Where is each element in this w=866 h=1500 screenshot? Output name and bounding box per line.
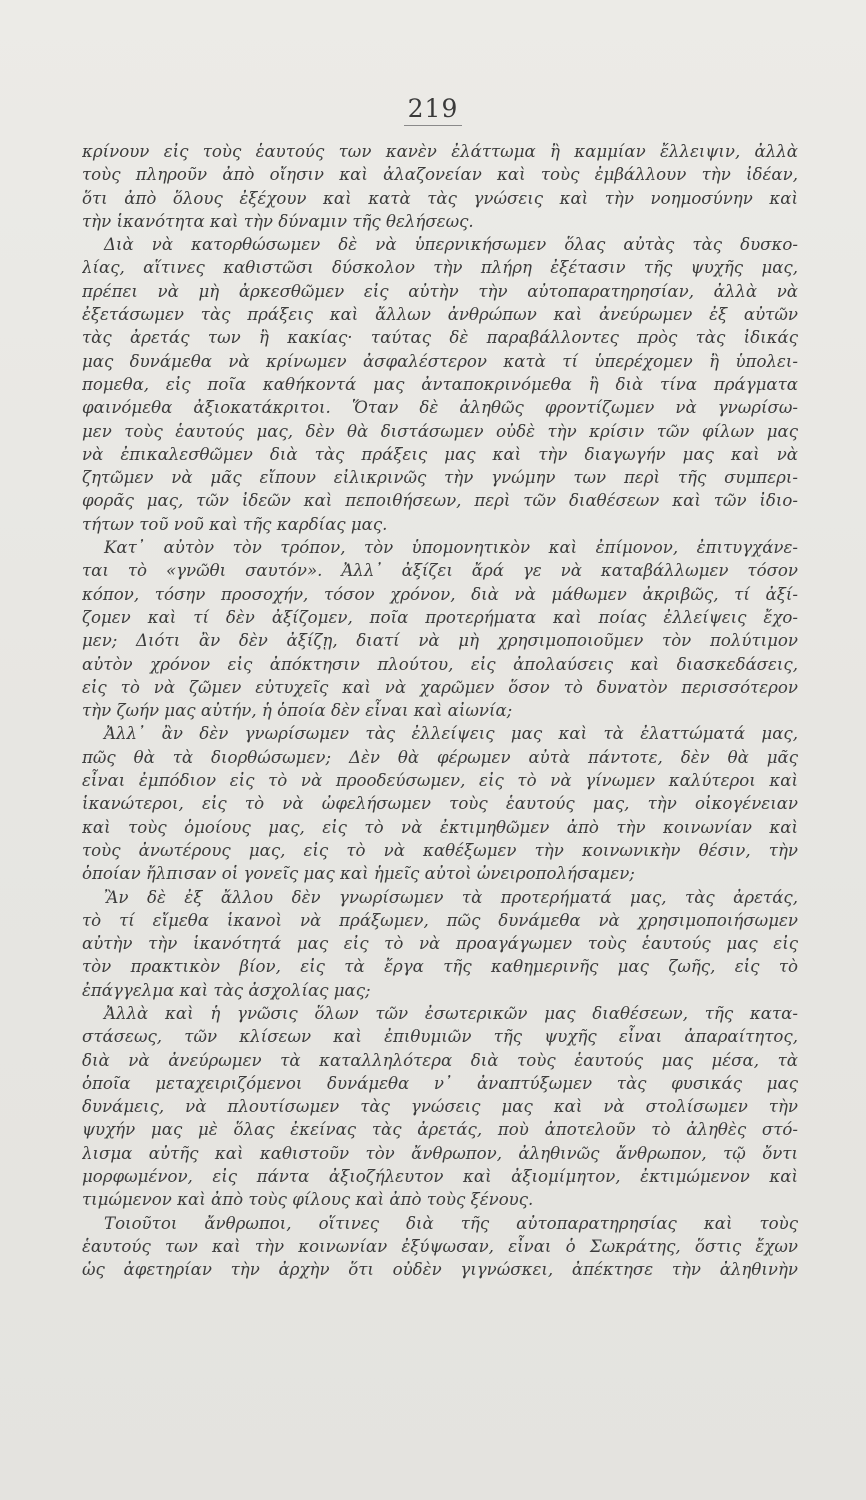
text-line: ἐξετάσωμεν τὰς πράξεις καὶ ἄλλων ἀνθρώπων καὶ ἀνεύρωμεν ἐξ αὐτῶν: [82, 305, 798, 325]
text-line: μεν; Διότι ἂν δὲν ἀξίζῃ, διατί νὰ μὴ χρησιμοποιοῦμεν τὸν πολύτιμον: [82, 631, 798, 651]
text-line: Ἀλλ᾽ ἂν δὲν γνωρίσωμεν τὰς ἐλλείψεις μας καὶ τὰ ἐλαττώματά μας,: [104, 724, 798, 744]
text-line: λίας, αἵτινες καθιστῶσι δύσκολον τὴν πλήρη ἐξέτασιν τῆς ψυχῆς μας,: [82, 258, 798, 278]
text-line: τὰς ἀρετάς των ἢ κακίας· ταύτας δὲ παραβάλλοντες πρὸς τὰς ἰδικάς: [82, 328, 798, 348]
text-line: δυνάμεις, νὰ πλουτίσωμεν τὰς γνώσεις μας καὶ νὰ στολίσωμεν τὴν: [82, 1097, 798, 1117]
text-line: μορφωμένον, εἰς πάντα ἀξιοζήλευτον καὶ ἀξιομίμητον, ἐκτιμώμενον καὶ: [82, 1167, 798, 1187]
text-line: ψυχήν μας μὲ ὅλας ἐκείνας τὰς ἀρετάς, ποὺ ἀποτελοῦν τὸ ἀληθὲς στό-: [82, 1120, 798, 1140]
text-line: τὴν ἱκανότητα καὶ τὴν δύναμιν τῆς θελήσεως.: [82, 211, 474, 231]
text-line: τοὺς ἀνωτέρους μας, εἰς τὸ νὰ καθέξωμεν τὴν κοινωνικὴν θέσιν, τὴν: [82, 840, 798, 860]
text-line: πομεθα, εἰς ποῖα καθήκοντά μας ἀνταποκρινόμεθα ἢ διὰ τίνα πράγματα: [82, 374, 798, 394]
text-line: Τοιοῦτοι ἄνθρωποι, οἵτινες διὰ τῆς αὐτοπαρατηρησίας καὶ τοὺς: [104, 1213, 798, 1233]
text-line: ὁποίαν ἤλπισαν οἱ γονεῖς μας καὶ ἡμεῖς αὐτοὶ ὠνειροπολήσαμεν;: [82, 864, 635, 884]
page-number-text: 219: [404, 94, 463, 126]
text-line: ζομεν καὶ τί δὲν ἀξίζομεν, ποῖα προτερήματα καὶ ποίας ἐλλείψεις ἔχο-: [82, 607, 798, 627]
text-line: τὴν ζωήν μας αὐτήν, ἡ ὁποία δὲν εἶναι καὶ αἰωνία;: [82, 701, 513, 721]
page-number: [0, 94, 866, 126]
text-line: τὸν πρακτικὸν βίον, εἰς τὰ ἔργα τῆς καθημερινῆς μας ζωῆς, εἰς τὸ: [82, 957, 798, 977]
text-line: μεν τοὺς ἑαυτούς μας, δὲν θὰ διστάσωμεν οὐδὲ τὴν κρίσιν τῶν φίλων μας: [82, 421, 798, 441]
text-line: ὡς ἀφετηρίαν τὴν ἀρχὴν ὅτι οὐδὲν γιγνώσκει, ἀπέκτησε τὴν ἀληθινὴν: [82, 1260, 798, 1280]
text-line: κόπον, τόσην προσοχήν, τόσον χρόνον, διὰ νὰ μάθωμεν ἀκριβῶς, τί ἀξί-: [82, 584, 798, 604]
text-line: στάσεως, τῶν κλίσεων καὶ ἐπιθυμιῶν τῆς ψυχῆς εἶναι ἀπαραίτητος,: [82, 1027, 798, 1047]
text-line: Ἀλλὰ καὶ ἡ γνῶσις ὅλων τῶν ἐσωτερικῶν μας διαθέσεων, τῆς κατα-: [104, 1003, 798, 1023]
body-text: [82, 140, 798, 1282]
text-line: καὶ τοὺς ὁμοίους μας, εἰς τὸ νὰ ἐκτιμηθῶμεν ἀπὸ τὴν κοινωνίαν καὶ: [82, 817, 798, 837]
text-line: νὰ ἐπικαλεσθῶμεν διὰ τὰς πράξεις μας καὶ τὴν διαγωγήν μας καὶ νὰ: [82, 444, 798, 464]
text-line: τιμώμενον καὶ ἀπὸ τοὺς φίλους καὶ ἀπὸ τοὺς ξένους.: [82, 1190, 534, 1210]
text-line: ὅτι ἀπὸ ὅλους ἐξέχουν καὶ κατὰ τὰς γνώσεις καὶ τὴν νοημοσύνην καὶ: [82, 188, 798, 208]
text-line: Κατ᾽ αὐτὸν τὸν τρόπον, τὸν ὑπομονητικὸν καὶ ἐπίμονον, ἐπιτυγχάνε-: [104, 538, 798, 558]
text-line: μας δυνάμεθα νὰ κρίνωμεν ἀσφαλέστερον κατὰ τί ὑπερέχομεν ἢ ὑπολει-: [82, 351, 798, 371]
text-line: αὐτὸν χρόνον εἰς ἀπόκτησιν πλούτου, εἰς ἀπολαύσεις καὶ διασκεδάσεις,: [82, 654, 798, 674]
text-line: ἑαυτούς των καὶ τὴν κοινωνίαν ἐξύψωσαν, εἶναι ὁ Σωκράτης, ὅστις ἔχων: [82, 1236, 798, 1256]
text-line: ται τὸ «γνῶθι σαυτόν». Ἀλλ᾽ ἀξίζει ἄρά γε νὰ καταβάλλωμεν τόσον: [82, 561, 798, 581]
text-line: πῶς θὰ τὰ διορθώσωμεν; Δὲν θὰ φέρωμεν αὐτὰ πάντοτε, δὲν θὰ μᾶς: [82, 747, 798, 767]
text-line: ἐπάγγελμα καὶ τὰς ἀσχολίας μας;: [82, 980, 371, 1000]
text-line: τήτων τοῦ νοῦ καὶ τῆς καρδίας μας.: [82, 514, 388, 534]
text-line: αὐτὴν τὴν ἱκανότητά μας εἰς τὸ νὰ προαγάγωμεν τοὺς ἑαυτούς μας εἰς: [82, 934, 798, 954]
text-line: λισμα αὐτῆς καὶ καθιστοῦν τὸν ἄνθρωπον, ἀληθινῶς ἄνθρωπον, τῷ ὄντι: [82, 1143, 798, 1163]
text-line: τοὺς πληροῦν ἀπὸ οἴησιν καὶ ἀλαζονείαν καὶ τοὺς ἐμβάλλουν τὴν ἰδέαν,: [82, 165, 798, 185]
text-line: φαινόμεθα ἀξιοκατάκριτοι. Ὅταν δὲ ἀληθῶς φροντίζωμεν νὰ γνωρίσω-: [82, 398, 798, 418]
text-line: εἰς τὸ νὰ ζῶμεν εὐτυχεῖς καὶ νὰ χαρῶμεν ὅσον τὸ δυνατὸν περισσότερον: [82, 677, 798, 697]
text-line: πρέπει νὰ μὴ ἀρκεσθῶμεν εἰς αὐτὴν τὴν αὐτοπαρατηρησίαν, ἀλλὰ νὰ: [82, 281, 798, 301]
text-line: ὁποῖα μεταχειριζόμενοι δυνάμεθα ν᾽ ἀναπτύξωμεν τὰς φυσικάς μας: [82, 1073, 798, 1093]
text-line: Διὰ νὰ κατορθώσωμεν δὲ νὰ ὑπερνικήσωμεν ὅλας αὐτὰς τὰς δυσκο-: [104, 235, 798, 255]
text-line: εἶναι ἐμπόδιον εἰς τὸ νὰ προοδεύσωμεν, εἰς τὸ νὰ γίνωμεν καλύτεροι καὶ: [82, 771, 798, 791]
text-line: διὰ νὰ ἀνεύρωμεν τὰ καταλληλότερα διὰ τοὺς ἑαυτούς μας μέσα, τὰ: [82, 1050, 798, 1070]
text-line: Ἂν δὲ ἐξ ἄλλου δὲν γνωρίσωμεν τὰ προτερήματά μας, τὰς ἀρετάς,: [104, 887, 798, 907]
text-line: φορᾶς μας, τῶν ἰδεῶν καὶ πεποιθήσεων, περὶ τῶν διαθέσεων καὶ τῶν ἰδιο-: [82, 491, 798, 511]
text-line: ἱκανώτεροι, εἰς τὸ νὰ ὠφελήσωμεν τοὺς ἑαυτούς μας, τὴν οἰκογένειαν: [82, 794, 798, 814]
text-line: τὸ τί εἴμεθα ἱκανοὶ νὰ πράξωμεν, πῶς δυνάμεθα νὰ χρησιμοποιήσωμεν: [82, 910, 798, 930]
text-line: ζητῶμεν νὰ μᾶς εἴπουν εἰλικρινῶς τὴν γνώμην των περὶ τῆς συμπερι-: [82, 468, 798, 488]
text-line: κρίνουν εἰς τοὺς ἑαυτούς των κανὲν ἐλάττωμα ἢ καμμίαν ἔλλειψιν, ἀλλὰ: [82, 142, 798, 161]
